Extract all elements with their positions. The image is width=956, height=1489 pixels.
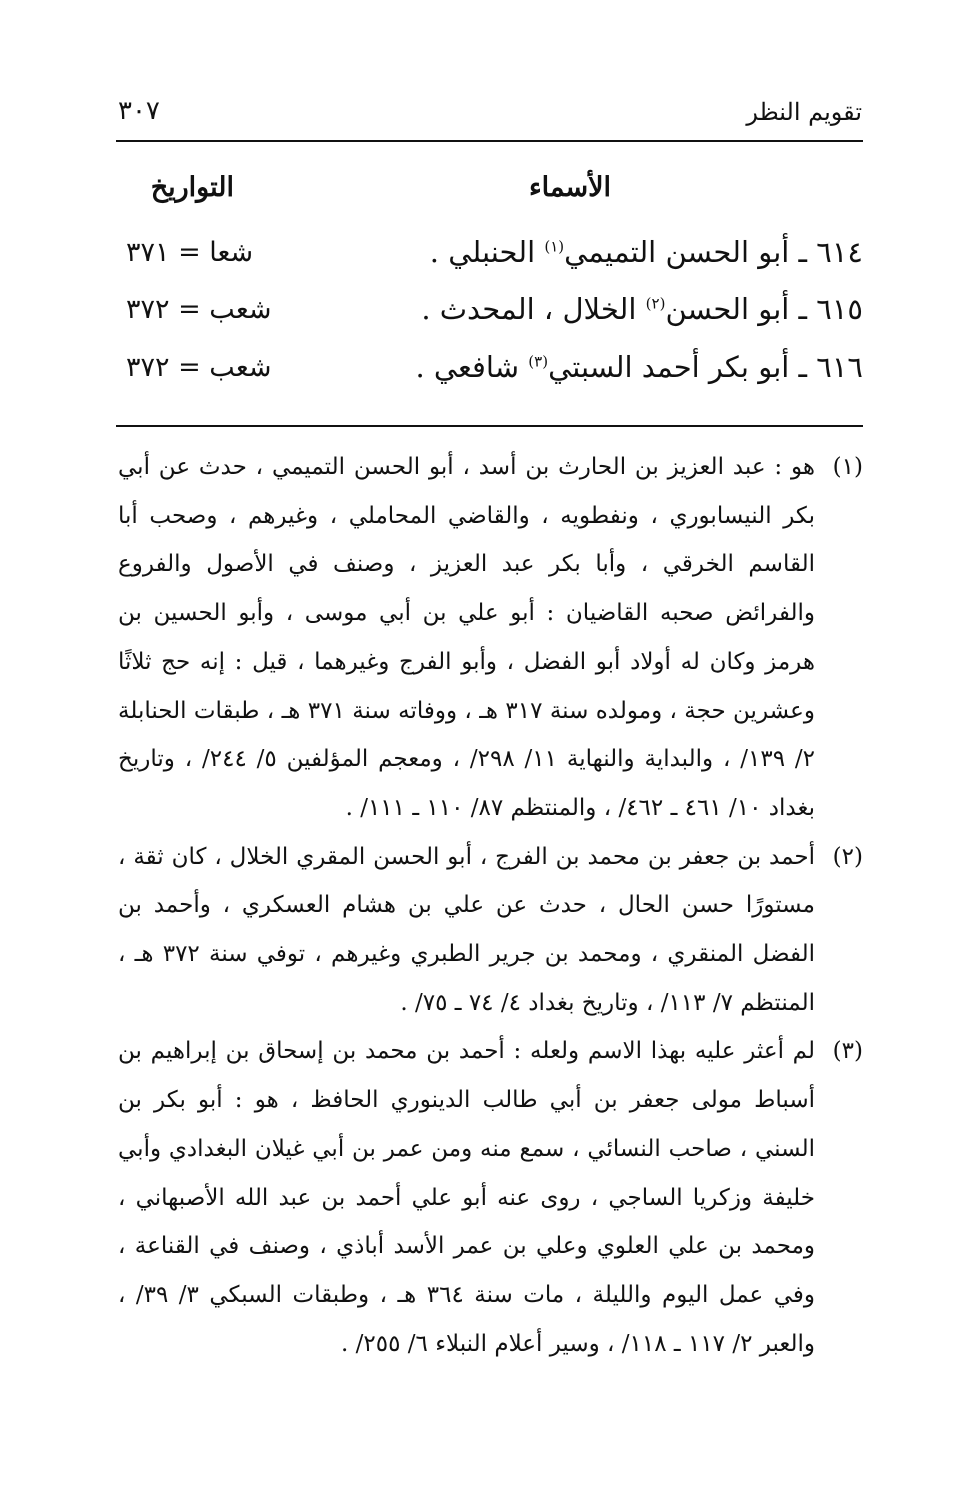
footnotes: [118, 443, 863, 1368]
footnote-text: أحمد بن جعفر بن محمد بن الفرج ، أبو الحسن المقري الخلال ، كان ثقة ، مستورًا حسن الحال ، حدث عن علي بن هشام العسكري ، وأحمد بن الفضل المنقري ، ومحمد بن جرير الطبري وغيرهم ، توفي سنة ٣٧٢ هـ ، المنتظم ٧/ ١١٣/ ، وتاريخ بغداد ٤/ ٧٤ ـ ٧٥/ .: [118, 843, 815, 1016]
row-name-text: ٦١٥ ـ أبو الحسن: [665, 292, 863, 326]
row-date: شعب = ٣٧٢: [126, 294, 272, 325]
footnote-1: [118, 443, 863, 833]
running-header-title: تقويم النظر: [746, 98, 862, 126]
page-number: ٣٠٧: [118, 96, 160, 126]
row-date: شعب = ٣٧٢: [126, 352, 272, 383]
footnote-ref: (٢): [645, 294, 666, 313]
row-name: [415, 350, 863, 384]
column-heading-dates: التواريخ: [150, 172, 234, 203]
footnote-2: [118, 833, 863, 1028]
footnote-3: [118, 1027, 863, 1368]
row-name-text: ٦١٤ ـ أبو الحسن التميمي: [564, 235, 863, 269]
column-heading-names: الأسماء: [528, 172, 611, 203]
row-name: [421, 292, 863, 326]
row-name-text: الحنبلي .: [429, 235, 545, 269]
footnote-ref: (١): [544, 237, 565, 256]
footnote-separator: [116, 425, 863, 427]
table-row: [116, 350, 863, 400]
footnote-text: لم أعثر عليه بهذا الاسم ولعله : أحمد بن محمد بن إسحاق بن إبراهيم بن أسباط مولى جعفر بن أبي طالب الدينوري الحافظ ، هو : أبو بكر بن السني ، صاحب النسائي ، سمع منه ومن عمر بن أبي غيلان البغدادي وأبي خليفة وزكريا الساجي ، روى عنه أبو علي أحمد بن عبد الله الأصبهاني ، ومحمد بن علي العلوي وعلي بن عمر الأسد أباذي ، وصنف في القناعة ، وفي عمل اليوم والليلة ، مات سنة ٣٦٤ هـ ، وطبقات السبكي ٣/ ٣٩/ ، والعبر ٢/ ١١٧ ـ ١١٨/ ، وسير أعلام النبلاء ٦/ ٢٥٥/ .: [118, 1038, 815, 1357]
row-name-text: الخلال ، المحدث .: [421, 292, 646, 326]
footnote-number: (٣): [832, 1038, 863, 1065]
row-name-text: ٦١٦ ـ أبو بكر أحمد السبتي: [548, 350, 863, 384]
row-name: [430, 235, 863, 269]
header-rule: [116, 140, 863, 142]
row-name-text: شافعي .: [415, 350, 529, 384]
footnote-number: (٢): [832, 843, 863, 870]
footnote-number: (١): [832, 454, 863, 480]
table-row: [116, 235, 863, 285]
footnote-text: هو : عبد العزيز بن الحارث بن أسد ، أبو الحسن التميمي ، حدث عن أبي بكر النيسابوري ، ونفطويه ، والقاضي المحاملي ، وغيرهم ، وصحب أبا القاسم الخرقي ، وأبا بكر عبد العزيز ، وصنف في الأصول والفروع والفرائض صحبه القاضيان : أبو علي بن أبي موسى ، وأبو الحسين بن هرمز وكان له أولاد أبو الفضل ، وأبو الفرج وغيرهما ، قيل : إنه حج ثلاثًا وعشرين حجة ، ومولده سنة ٣١٧ هـ ، ووفاته سنة ٣٧١ هـ ، طبقات الحنابلة ٢/ ١٣٩/ ، والبداية والنهاية ١١/ ٢٩٨/ ، ومعجم المؤلفين ٥/ ٢٤٤/ ، وتاريخ بغداد ١٠/ ٤٦١ ـ ٤٦٢/ ، والمنتظم ٨٧/ ١١٠ ـ ١١١/ .: [118, 454, 816, 821]
footnote-ref: (٣): [528, 352, 549, 371]
row-date: شعا = ٣٧١: [126, 237, 254, 268]
table-row: [116, 292, 863, 342]
